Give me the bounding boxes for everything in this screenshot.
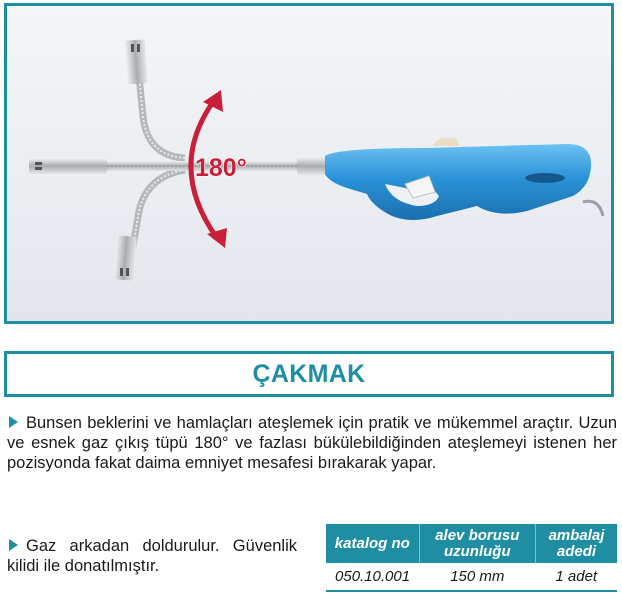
paragraph-1-text: Bunsen beklerini ve hamlaçları ateşlemek için pratik ve mükemmel araçtır. Uzun ve esnek gaz çıkış tüpü 180° ve fazlası bükülebildiğinden ateşlemeyi istenen her pozisyonda fakat daima emniyet mesafesi bırakarak yapar. xyxy=(7,414,617,472)
title-banner xyxy=(4,351,614,397)
product-photo xyxy=(4,3,614,324)
column-header-package: ambalaj adedi xyxy=(536,524,618,563)
cell-catalog-no: 050.10.001 xyxy=(326,563,419,591)
spec-table xyxy=(326,524,617,592)
cell-length: 150 mm xyxy=(419,563,535,591)
page-title: ÇAKMAK xyxy=(252,359,366,388)
chevron-right-icon xyxy=(9,416,18,428)
rotation-label: 180° xyxy=(195,154,247,182)
chevron-right-icon xyxy=(9,539,18,551)
cell-package: 1 adet xyxy=(536,563,618,591)
paragraph-2-text: Gaz arkadan doldurulur. Güvenlik kilidi ile donatılmıştır. xyxy=(7,537,297,575)
column-header-length: alev borusu uzunluğu xyxy=(419,524,535,563)
table-row xyxy=(326,563,617,591)
table-header-row xyxy=(326,524,617,563)
description-paragraph-2 xyxy=(7,536,297,576)
column-header-catalog: katalog no xyxy=(326,524,419,563)
lighter-illustration xyxy=(7,6,611,321)
description-paragraph-1 xyxy=(7,413,617,473)
